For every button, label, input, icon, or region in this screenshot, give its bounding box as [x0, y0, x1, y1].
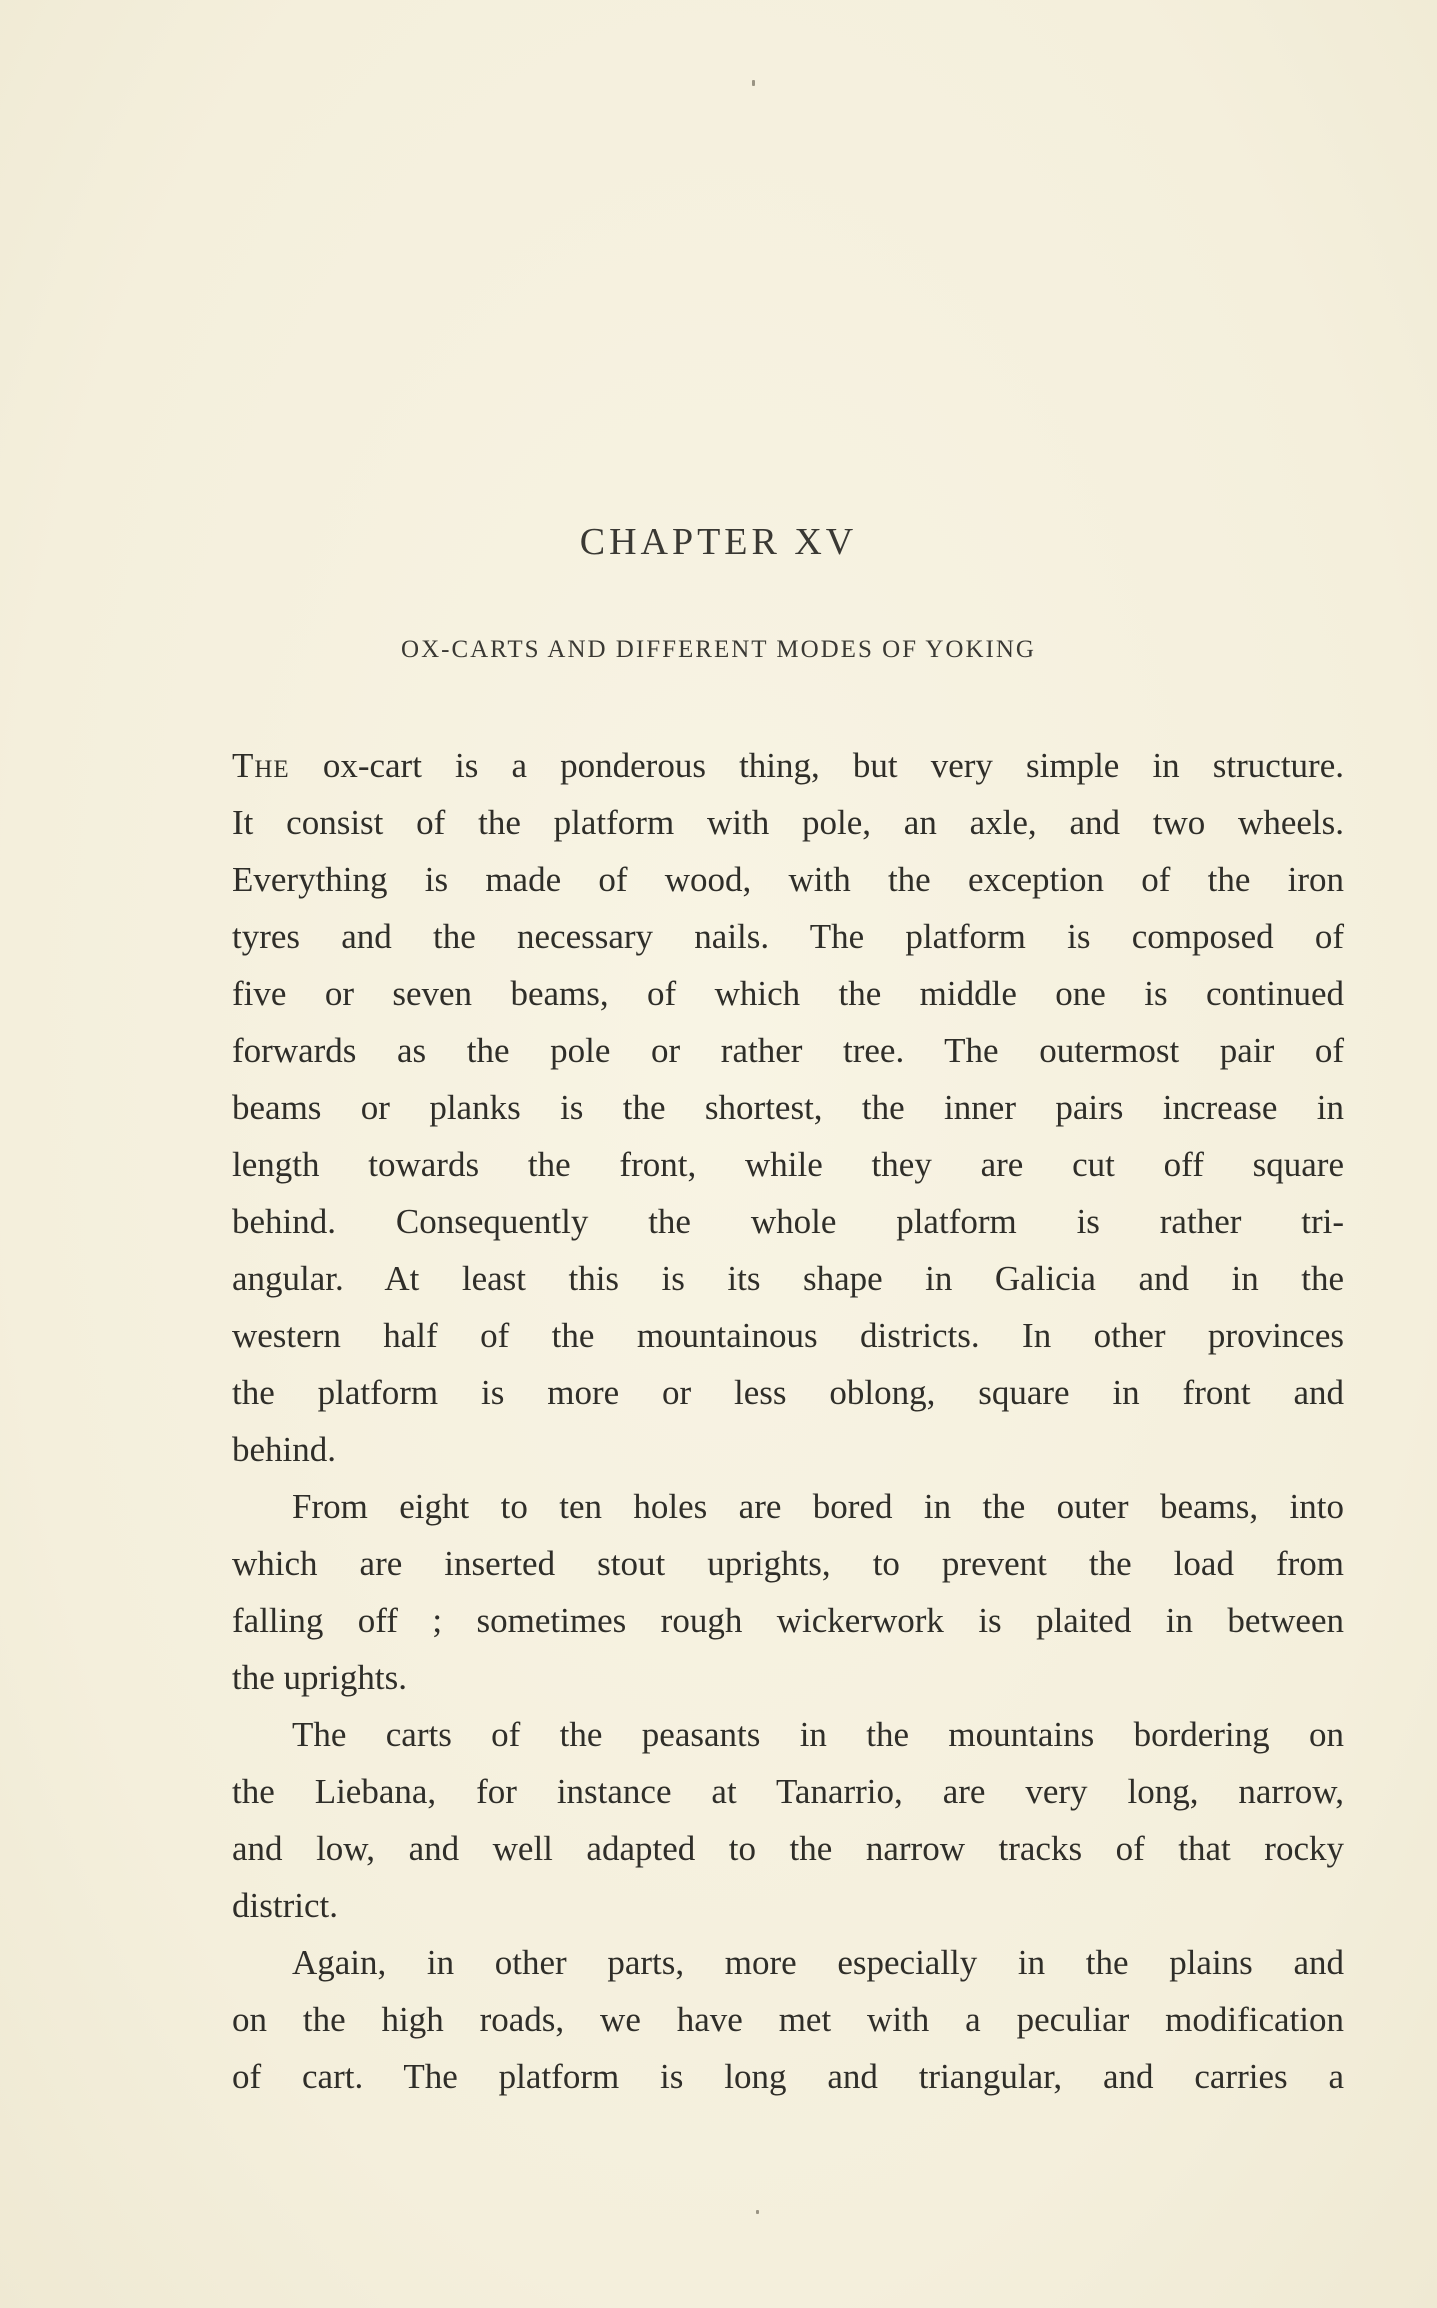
text-line: tyres and the necessary nails. The platform is composed of	[232, 917, 1344, 956]
text-line: five or seven beams, of which the middle one is continued	[232, 974, 1344, 1013]
ink-speck	[752, 80, 755, 86]
text-line: It consist of the platform with pole, an axle, and two wheels.	[232, 803, 1344, 842]
body-text	[232, 737, 1344, 2105]
text-line: of cart. The platform is long and triangular, and carries a	[232, 2057, 1344, 2096]
text-line: on the high roads, we have met with a peculiar modification	[232, 2000, 1344, 2039]
text-line: behind.	[232, 1430, 337, 1469]
text-line: the uprights.	[232, 1658, 407, 1697]
text-line: length towards the front, while they are cut off square	[232, 1145, 1344, 1184]
text-line: angular. At least this is its shape in Galicia and in the	[232, 1259, 1344, 1298]
text-line: The carts of the peasants in the mountains bordering on	[292, 1715, 1344, 1754]
paragraph-lead-word: The	[232, 746, 290, 785]
text-line: the platform is more or less oblong, square in front and	[232, 1373, 1344, 1412]
paragraph-3	[232, 1706, 1344, 1934]
text-line: Again, in other parts, more especially in the plains and	[292, 1943, 1344, 1982]
text-line: Everything is made of wood, with the exception of the iron	[232, 860, 1344, 899]
text-line: beams or planks is the shortest, the inner pairs increase in	[232, 1088, 1344, 1127]
text-line: district.	[232, 1886, 338, 1925]
text-line: which are inserted stout uprights, to prevent the load from	[232, 1544, 1344, 1583]
text-line: the Liebana, for instance at Tanarrio, are very long, narrow,	[232, 1772, 1344, 1811]
chapter-subtitle: OX-CARTS AND DIFFERENT MODES OF YOKING	[401, 636, 1036, 663]
text-line: and low, and well adapted to the narrow tracks of that rocky	[232, 1829, 1344, 1868]
text-line: falling off ; sometimes rough wickerwork is plaited in between	[232, 1601, 1344, 1640]
paragraph-4	[232, 1934, 1344, 2105]
paragraph-1	[232, 737, 1344, 1478]
paragraph-2	[232, 1478, 1344, 1706]
text-line: The ox-cart is a ponderous thing, but very simple in structure.	[232, 746, 1344, 785]
text-line: western half of the mountainous districts. In other provinces	[232, 1316, 1344, 1355]
text-line: From eight to ten holes are bored in the outer beams, into	[292, 1487, 1344, 1526]
text-line: forwards as the pole or rather tree. The outermost pair of	[232, 1031, 1344, 1070]
chapter-title: CHAPTER XV	[579, 521, 858, 563]
ink-speck	[756, 2210, 759, 2214]
text-line: behind. Consequently the whole platform is rather tri-	[232, 1202, 1344, 1241]
